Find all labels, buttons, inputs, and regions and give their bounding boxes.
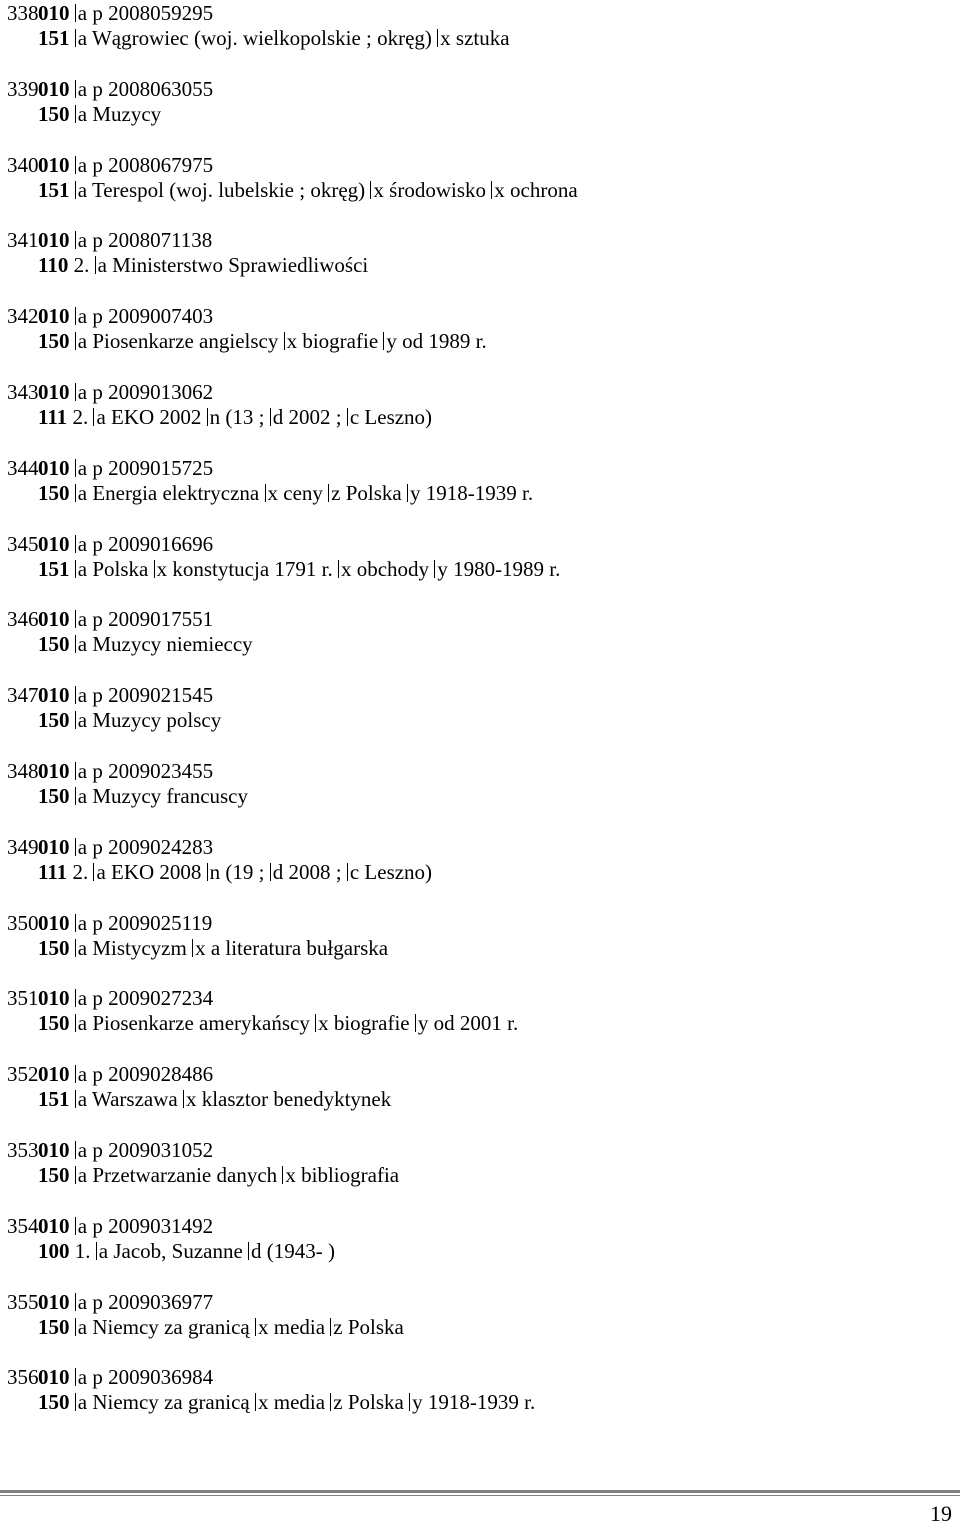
subfield-delimiter: [315, 1014, 316, 1032]
subfield-delimiter: [75, 332, 76, 350]
record-number: 347: [7, 683, 39, 708]
record-number: 340: [7, 152, 39, 177]
record-line-heading: [38, 1389, 535, 1415]
subfield-delimiter: [75, 80, 76, 98]
record-number: 346: [7, 607, 39, 632]
subfield-delimiter: [75, 231, 76, 249]
subfield-text: a p 2009031492: [77, 1213, 214, 1238]
subfield-text: a Piosenkarze amerykańscy: [77, 1011, 316, 1036]
field-tag: 010: [38, 455, 70, 480]
subfield-delimiter: [75, 787, 76, 805]
subfield-delimiter: [75, 459, 76, 477]
record-line-control: [7, 1061, 213, 1087]
field-tag: 010: [38, 1365, 70, 1390]
field-indicator: 1.: [74, 1238, 91, 1263]
subfield-delimiter: [75, 939, 76, 957]
subfield-text: x biografie: [318, 1011, 415, 1036]
field-tag: 150: [38, 632, 70, 657]
record-line-heading: [38, 859, 432, 885]
subfield-text: x media: [257, 1390, 331, 1415]
field-tag: 150: [38, 329, 70, 354]
subfield-text: a EKO 2002: [96, 405, 207, 429]
field-tag: 150: [38, 101, 70, 126]
record-line-control: [7, 531, 213, 557]
record-number: 355: [7, 1289, 39, 1314]
record-number: 338: [7, 1, 39, 25]
record-number: 356: [7, 1365, 39, 1390]
subfield-text: c Leszno): [349, 859, 433, 884]
subfield-delimiter: [347, 863, 348, 881]
record-number: 353: [7, 1138, 39, 1162]
subfield-text: a p 2009036977: [77, 1289, 214, 1314]
record-number: 341: [7, 228, 39, 253]
subfield-text: a EKO 2008: [96, 859, 207, 884]
field-tag: 010: [38, 607, 70, 632]
subfield-text: a p 2009025119: [77, 910, 213, 935]
footer-rule: [0, 1490, 960, 1493]
subfield-delimiter: [383, 332, 384, 350]
record-line-control: [7, 1137, 213, 1163]
field-tag: 010: [38, 304, 70, 329]
field-tag: 010: [38, 683, 70, 708]
subfield-delimiter: [75, 1065, 76, 1083]
field-tag: 010: [38, 1138, 70, 1162]
subfield-delimiter: [75, 29, 76, 47]
record-line-control: [7, 455, 213, 481]
subfield-delimiter: [75, 560, 76, 578]
subfield-delimiter: [75, 4, 76, 22]
subfield-delimiter: [75, 1014, 76, 1032]
subfield-text: x a literatura bułgarska: [195, 935, 389, 960]
subfield-delimiter: [270, 408, 271, 426]
subfield-text: a p 2009036984: [77, 1365, 214, 1390]
field-tag: 150: [38, 480, 70, 505]
field-tag: 151: [38, 556, 70, 581]
subfield-delimiter: [409, 1393, 410, 1411]
subfield-text: z Polska: [333, 1390, 410, 1415]
subfield-text: a p 2009007403: [77, 304, 214, 329]
subfield-text: x konstytucja 1791 r.: [156, 556, 338, 581]
subfield-delimiter: [434, 560, 435, 578]
subfield-delimiter: [75, 181, 76, 199]
subfield-text: y od 2001 r.: [417, 1011, 519, 1036]
field-tag: 151: [38, 26, 70, 50]
record-line-heading: [38, 177, 578, 203]
subfield-delimiter: [75, 989, 76, 1007]
subfield-text: a Polska: [77, 556, 154, 581]
subfield-delimiter: [75, 1217, 76, 1235]
record-line-control: [7, 758, 213, 784]
field-tag: 111: [38, 859, 68, 884]
subfield-text: x biografie: [286, 329, 384, 354]
subfield-text: a p 2009028486: [77, 1062, 214, 1087]
subfield-delimiter: [75, 105, 76, 123]
subfield-delimiter: [338, 560, 339, 578]
subfield-text: a p 2009015725: [77, 455, 214, 480]
subfield-text: d 2002 ;: [272, 405, 347, 429]
field-tag: 010: [38, 1289, 70, 1314]
subfield-delimiter: [407, 484, 408, 502]
record-line-control: [7, 606, 213, 632]
record-line-control: [7, 985, 213, 1011]
field-tag: 150: [38, 1163, 70, 1187]
field-tag: 010: [38, 1062, 70, 1087]
record-line-heading: [38, 1238, 335, 1264]
subfield-delimiter: [370, 181, 371, 199]
subfield-text: y 1980-1989 r.: [437, 556, 561, 581]
record-number: 354: [7, 1213, 39, 1238]
field-tag: 010: [38, 76, 70, 101]
subfield-delimiter: [207, 863, 208, 881]
record-line-heading: [38, 783, 248, 809]
subfield-delimiter: [207, 408, 208, 426]
subfield-text: a p 2009017551: [77, 607, 214, 632]
field-tag: 150: [38, 935, 70, 960]
field-tag: 151: [38, 1087, 70, 1112]
subfield-text: y 1918-1939 r.: [410, 480, 534, 505]
record-number: 351: [7, 986, 39, 1011]
subfield-delimiter: [415, 1014, 416, 1032]
subfield-text: a p 2009021545: [77, 683, 214, 708]
record-line-control: [7, 1289, 213, 1315]
field-tag: 010: [38, 910, 70, 935]
field-tag: 010: [38, 380, 70, 404]
subfield-text: a Jacob, Suzanne: [98, 1238, 249, 1263]
subfield-delimiter: [330, 1318, 331, 1336]
field-tag: 010: [38, 986, 70, 1011]
record-line-control: [7, 303, 213, 329]
record-line-control: [7, 1213, 213, 1239]
record-line-heading: [38, 480, 533, 506]
page-number: 19: [930, 1501, 952, 1526]
subfield-delimiter: [75, 1090, 76, 1108]
field-tag: 150: [38, 1011, 70, 1036]
record-line-control: [7, 152, 213, 178]
subfield-delimiter: [95, 256, 96, 274]
subfield-delimiter: [96, 1242, 97, 1260]
subfield-delimiter: [75, 838, 76, 856]
subfield-delimiter: [75, 307, 76, 325]
subfield-text: a Niemcy za granicą: [77, 1390, 255, 1415]
subfield-delimiter: [265, 484, 266, 502]
subfield-text: x obchody: [340, 556, 435, 581]
field-tag: 010: [38, 834, 70, 859]
record-number: 345: [7, 531, 39, 556]
subfield-text: x ceny: [267, 480, 329, 505]
subfield-text: a p 2009016696: [77, 531, 214, 556]
subfield-text: a p 2009031052: [77, 1138, 214, 1162]
subfield-text: a Warszawa: [77, 1087, 183, 1112]
record-number: 352: [7, 1062, 39, 1087]
record-number: 348: [7, 759, 39, 783]
subfield-text: a p 2008067975: [77, 152, 214, 177]
field-tag: 150: [38, 1390, 70, 1415]
subfield-text: a Wągrowiec (woj. wielkopolskie ; okręg): [77, 26, 438, 50]
record-number: 339: [7, 76, 39, 101]
field-tag: 110: [38, 253, 69, 278]
subfield-delimiter: [347, 408, 348, 426]
subfield-text: y 1918-1939 r.: [412, 1390, 536, 1415]
field-indicator: 2.: [72, 405, 89, 429]
subfield-text: x media: [257, 1314, 331, 1339]
record-line-heading: [38, 707, 221, 733]
subfield-text: x bibliografia: [285, 1163, 400, 1187]
subfield-text: a Mistycyzm: [77, 935, 193, 960]
subfield-delimiter: [330, 1393, 331, 1411]
subfield-delimiter: [255, 1318, 256, 1336]
subfield-text: a Muzycy niemieccy: [77, 632, 253, 657]
field-tag: 150: [38, 1314, 70, 1339]
subfield-text: a Przetwarzanie danych: [77, 1163, 283, 1187]
field-tag: 010: [38, 1, 70, 25]
record-line-heading: [38, 556, 560, 582]
field-tag: 010: [38, 531, 70, 556]
subfield-delimiter: [93, 863, 94, 881]
record-number: 350: [7, 910, 39, 935]
subfield-delimiter: [93, 408, 94, 426]
subfield-delimiter: [491, 181, 492, 199]
subfield-delimiter: [437, 29, 438, 47]
field-tag: 100: [38, 1238, 70, 1263]
record-number: 343: [7, 380, 39, 404]
subfield-delimiter: [284, 332, 285, 350]
subfield-text: a Muzycy: [77, 101, 162, 126]
subfield-text: x sztuka: [440, 26, 510, 50]
record-line-heading: [38, 101, 161, 127]
field-tag: 150: [38, 708, 70, 733]
subfield-delimiter: [75, 914, 76, 932]
subfield-delimiter: [248, 1242, 249, 1260]
record-line-heading: [38, 935, 388, 961]
record-line-heading: [38, 252, 368, 278]
subfield-delimiter: [75, 711, 76, 729]
record-line-control: [7, 0, 213, 26]
record-number: 344: [7, 455, 39, 480]
field-tag: 111: [38, 405, 68, 429]
footer-rule-thin: [0, 1495, 960, 1496]
subfield-text: a p 2009027234: [77, 986, 214, 1011]
record-line-control: [7, 76, 213, 102]
record-line-heading: [38, 328, 487, 354]
subfield-text: n (13 ;: [209, 405, 270, 429]
subfield-text: a p 2008063055: [77, 76, 214, 101]
subfield-text: a p 2008059295: [77, 1, 214, 25]
record-line-heading: [38, 1314, 404, 1340]
record-line-control: [7, 682, 213, 708]
subfield-text: a p 2008071138: [77, 228, 213, 253]
field-tag: 010: [38, 152, 70, 177]
subfield-text: a Niemcy za granicą: [77, 1314, 255, 1339]
subfield-delimiter: [75, 762, 76, 780]
subfield-delimiter: [75, 635, 76, 653]
subfield-text: a Piosenkarze angielscy: [77, 329, 284, 354]
field-tag: 151: [38, 177, 70, 202]
subfield-delimiter: [270, 863, 271, 881]
record-line-heading: [38, 1162, 399, 1188]
record-number: 342: [7, 304, 39, 329]
record-line-heading: [38, 1086, 391, 1112]
subfield-text: a Energia elektryczna: [77, 480, 265, 505]
subfield-delimiter: [282, 1166, 283, 1184]
record-line-heading: [38, 404, 432, 430]
field-indicator: 2.: [73, 253, 90, 278]
subfield-text: z Polska: [333, 1314, 404, 1339]
record-number: 349: [7, 834, 39, 859]
subfield-text: y od 1989 r.: [386, 329, 487, 354]
field-tag: 010: [38, 759, 70, 783]
subfield-delimiter: [255, 1393, 256, 1411]
record-line-heading: [38, 1010, 518, 1036]
subfield-text: d 2008 ;: [272, 859, 347, 884]
subfield-delimiter: [183, 1090, 184, 1108]
subfield-delimiter: [154, 560, 155, 578]
subfield-delimiter: [328, 484, 329, 502]
subfield-text: a p 2009023455: [77, 759, 214, 783]
subfield-text: a Muzycy francuscy: [77, 784, 249, 808]
field-indicator: 2.: [72, 859, 89, 884]
subfield-text: a Terespol (woj. lubelskie ; okręg): [77, 177, 371, 202]
field-tag: 150: [38, 784, 70, 808]
subfield-delimiter: [75, 1166, 76, 1184]
subfield-text: d (1943- ): [251, 1238, 336, 1263]
subfield-delimiter: [75, 1393, 76, 1411]
record-line-heading: [38, 25, 510, 51]
subfield-text: a Ministerstwo Sprawiedliwości: [97, 253, 369, 278]
subfield-delimiter: [75, 610, 76, 628]
subfield-delimiter: [75, 383, 76, 401]
field-tag: 010: [38, 228, 70, 253]
subfield-delimiter: [75, 686, 76, 704]
record-line-control: [7, 834, 213, 860]
subfield-text: a p 2009024283: [77, 834, 214, 859]
record-line-control: [7, 910, 212, 936]
subfield-text: x środowisko: [373, 177, 492, 202]
subfield-text: z Polska: [331, 480, 407, 505]
subfield-text: c Leszno): [349, 405, 433, 429]
subfield-text: n (19 ;: [209, 859, 270, 884]
record-line-control: [7, 1364, 213, 1390]
subfield-delimiter: [75, 1141, 76, 1159]
subfield-text: a p 2009013062: [77, 380, 214, 404]
subfield-delimiter: [75, 1368, 76, 1386]
subfield-text: x klasztor benedyktynek: [185, 1087, 392, 1112]
record-line-control: [7, 379, 213, 405]
subfield-delimiter: [75, 484, 76, 502]
subfield-delimiter: [75, 156, 76, 174]
record-line-heading: [38, 631, 253, 657]
subfield-delimiter: [75, 1293, 76, 1311]
record-line-control: [7, 227, 212, 253]
subfield-delimiter: [192, 939, 193, 957]
field-tag: 010: [38, 1213, 70, 1238]
subfield-delimiter: [75, 535, 76, 553]
subfield-delimiter: [75, 1318, 76, 1336]
subfield-text: a Muzycy polscy: [77, 708, 222, 733]
subfield-text: x ochrona: [494, 177, 578, 202]
